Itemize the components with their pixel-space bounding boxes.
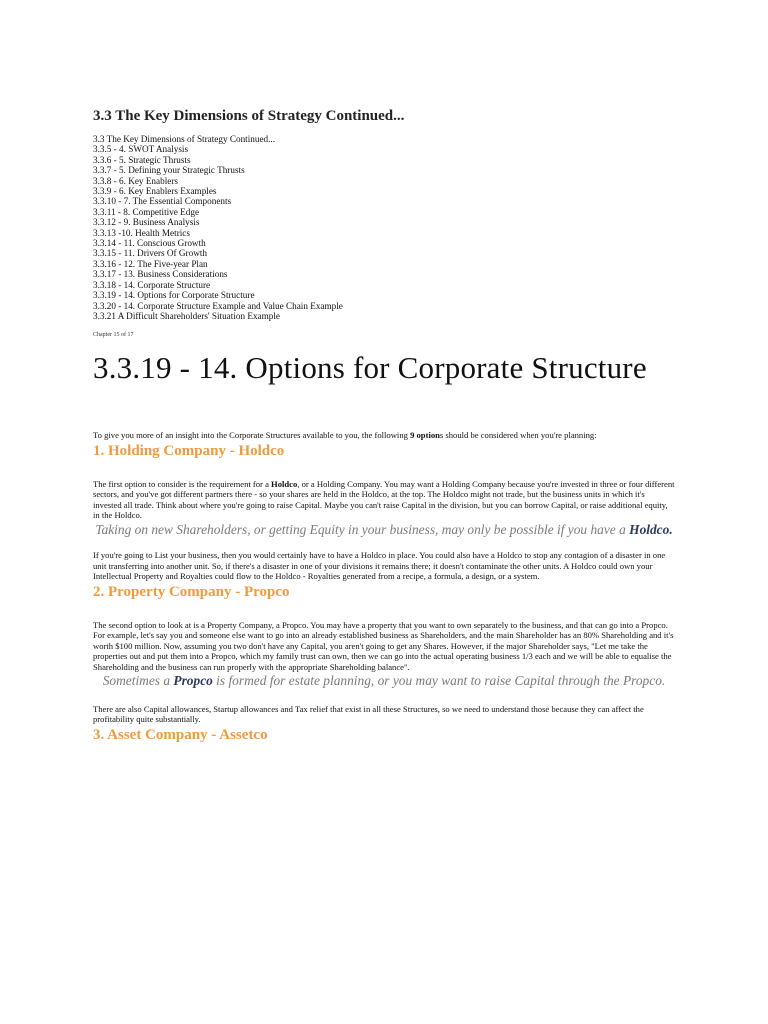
quote-bold: Propco xyxy=(173,673,213,689)
chapter-indicator: Chapter 15 of 17 xyxy=(93,332,134,339)
propco-paragraph-1: The second option to look at is a Property Company, a Propco. You may have a property that you want to own separately to the business, and that can go into a Propco. For example, let's say you and someone else want to go into an already established business as Shareholders, and the main Shareholder has an 80% Shareholding and it's worth $100 million. Now, assuming you two don't have any Capital, you aren't going to get any Shares. However, if the major Shareholder says, "Let me take the properties out and put them into a Propco, which my family trust can own, then we can go into the actual operating business 1/3 each and we will be able to equalise the Shareholding and the business can run properly with the appropriate Shareholding balance". xyxy=(93,619,674,672)
toc-item[interactable] xyxy=(93,144,675,154)
intro-bold: 9 option xyxy=(410,430,440,441)
toc-link[interactable]: 3.3.5 - 4. SWOT Analysis xyxy=(93,144,189,155)
toc-link[interactable]: 3.3.15 - 11. Drivers Of Growth xyxy=(93,248,207,259)
section-heading-holdco: 1. Holding Company - Holdco xyxy=(93,442,285,459)
holdco-text-rest: , or a Holding Company. You may want a Holding Company because you're invested in three or four different sectors, and you've got different partners there - so your shares are held in the Holdco, at the top. The Holdco might not trade, but the business units in which it's invested all trade. Think about where you're going to raise Capital. Maybe you can't raise Capital in the division, but you can borrow Capital, or raise additional equity, in the Holdco. xyxy=(93,478,675,521)
section-heading-propco: 2. Property Company - Propco xyxy=(93,583,290,600)
quote-text-end: is formed for estate planning, or you may want to raise Capital through the Propco. xyxy=(212,673,666,689)
toc-item[interactable] xyxy=(93,217,675,227)
toc-item[interactable] xyxy=(93,311,675,321)
toc-link[interactable]: 3.3.16 - 12. The Five-year Plan xyxy=(93,258,208,269)
toc-item[interactable] xyxy=(93,238,675,248)
intro-paragraph xyxy=(93,430,675,441)
intro-text-end: s should be considered when you're planning: xyxy=(439,430,597,441)
toc-link[interactable]: 3.3.13 -10. Health Metrics xyxy=(93,227,190,238)
toc-item[interactable] xyxy=(93,176,675,186)
toc-link[interactable]: 3.3.21 A Difficult Shareholders' Situation Example xyxy=(93,310,280,321)
toc-link[interactable]: 3.3.9 - 6. Key Enablers Examples xyxy=(93,186,217,197)
quote-text: Sometimes a xyxy=(102,673,174,689)
toc-item[interactable] xyxy=(93,207,675,217)
toc-item[interactable] xyxy=(93,155,675,165)
toc-link[interactable]: 3.3.12 - 9. Business Analysis xyxy=(93,217,200,228)
toc-link[interactable]: 3.3.7 - 5. Defining your Strategic Thrusts xyxy=(93,165,245,176)
toc-link[interactable]: 3.3.14 - 11. Conscious Growth xyxy=(93,238,206,249)
toc-link[interactable]: 3.3.11 - 8. Competitive Edge xyxy=(93,206,200,217)
toc-link[interactable]: 3.3.19 - 14. Options for Corporate Structure xyxy=(93,290,255,301)
toc-item[interactable] xyxy=(93,186,675,196)
holdco-pull-quote xyxy=(93,521,675,539)
toc-item[interactable] xyxy=(93,228,675,238)
toc-item[interactable] xyxy=(93,134,675,144)
toc-link[interactable]: 3.3.17 - 13. Business Considerations xyxy=(93,269,228,280)
section-heading-assetco: 3. Asset Company - Assetco xyxy=(93,726,268,743)
toc-item[interactable] xyxy=(93,165,675,175)
toc-link[interactable]: 3.3.10 - 7. The Essential Components xyxy=(93,196,232,207)
toc-item[interactable] xyxy=(93,301,675,311)
toc-link[interactable]: 3.3 The Key Dimensions of Strategy Continued... xyxy=(93,134,276,144)
quote-text: Taking on new Shareholders, or getting Equity in your business, may only be possible if you have a xyxy=(95,521,630,537)
page-heading: 3.3 The Key Dimensions of Strategy Continued... xyxy=(93,108,405,124)
toc-item[interactable] xyxy=(93,196,675,206)
toc-link[interactable]: 3.3.20 - 14. Corporate Structure Example and Value Chain Example xyxy=(93,300,343,311)
toc-item[interactable] xyxy=(93,290,675,300)
quote-bold: Holdco. xyxy=(629,521,673,537)
holdco-bold: Holdco xyxy=(271,478,298,489)
toc-item[interactable] xyxy=(93,259,675,269)
toc-item[interactable] xyxy=(93,248,675,258)
toc-link[interactable]: 3.3.6 - 5. Strategic Thrusts xyxy=(93,154,191,165)
chapter-title: 3.3.19 - 14. Options for Corporate Structure xyxy=(93,350,647,386)
propco-pull-quote xyxy=(93,672,675,690)
table-of-contents xyxy=(93,134,675,321)
toc-item[interactable] xyxy=(93,269,675,279)
propco-paragraph-2: There are also Capital allowances, Startup allowances and Tax relief that exist in all these Structures, so we need to understand those because they can affect the profitability quite substantially. xyxy=(93,703,644,725)
toc-link[interactable]: 3.3.8 - 6. Key Enablers xyxy=(93,175,178,186)
holdco-text: The first option to consider is the requirement for a xyxy=(93,478,272,489)
toc-item[interactable] xyxy=(93,280,675,290)
holdco-paragraph-1 xyxy=(93,479,675,521)
toc-link[interactable]: 3.3.18 - 14. Corporate Structure xyxy=(93,279,211,290)
holdco-paragraph-2: If you're going to List your business, then you would certainly have to have a Holdco in place. You could also have a Holdco to stop any contagion of a disaster in one unit transferring into another unit. So, if there's a disaster in one of your divisions it remains there; it doesn't contaminate the other units. A Holdco could own your Intellectual Property and Royalties could flow to the Holdco - Royalties generated from a recipe, a formula, a design, or a system. xyxy=(93,550,666,582)
intro-text: To give you more of an insight into the Corporate Structures available to you, the following xyxy=(93,430,411,441)
